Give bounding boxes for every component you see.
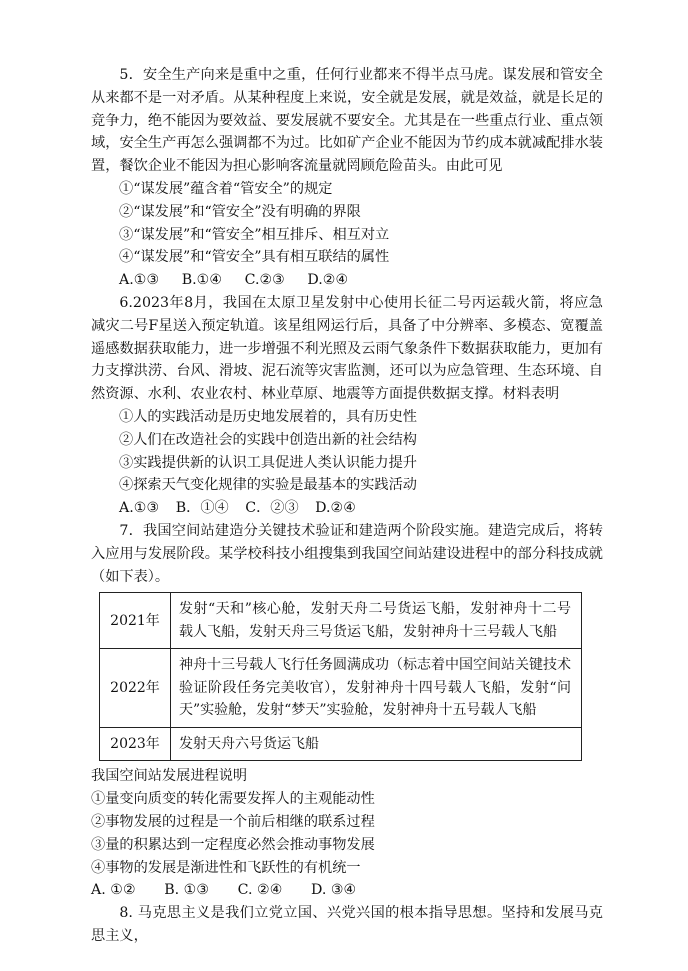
question-7-choice-c: C. ②④ xyxy=(237,882,283,899)
table-events-cell: 神舟十三号载人飞行任务圆满成功（标志着中国空间站关键技术验证阶段任务完美收官），发射神舟十四号载人飞船，发射“问天”实验舱，发射“梦天”实验舱，发射神舟十五号载人飞船 xyxy=(171,649,582,728)
question-7-choice-a: A. ①② xyxy=(91,882,136,899)
table-events-cell: 发射天舟六号货运飞船 xyxy=(171,727,582,761)
question-5-choice-b: B.①④ xyxy=(181,272,223,289)
table-year-cell: 2021年 xyxy=(100,593,171,649)
table-year-cell: 2023年 xyxy=(100,727,171,761)
question-7-option-2: ②事物发展的过程是一个前后相继的联系过程 xyxy=(91,813,375,830)
question-6-stem: 6.2023年8月，我国在太原卫星发射中心使用长征二号丙运载火箭，将应急减灾二号F星送入预定轨道。该星组网运行后，具备了中分辨率、多模态、宽覆盖遥感数据获取能力，进一步增强不利光照及云雨气象条件下数据获取能力，更加有力支撑洪涝、台风、滑坡、泥石流等灾害监测，还可以为应急管理、生态环境、自然资源、水利、农业农村、林业草原、地震等方面提供数据支撑。材料表明 xyxy=(91,294,603,403)
question-6-option-4: ④探索天气变化规律的实验是最基本的实践活动 xyxy=(119,477,417,494)
table-row xyxy=(100,593,582,649)
question-6-choice-b: B．①④ xyxy=(175,500,229,517)
question-6-choices xyxy=(91,497,603,520)
question-7-lead: 我国空间站发展进程说明 xyxy=(91,768,248,785)
question-5-choice-a: A.①③ xyxy=(119,272,160,289)
question-5-option-2: ②“谋发展”和“管安全”没有明确的界限 xyxy=(119,203,361,220)
question-7-choices xyxy=(91,879,603,902)
question-5-option-3: ③“谋发展”和“管安全”相互排斥、相互对立 xyxy=(119,226,390,243)
table-row xyxy=(100,649,582,728)
space-station-table xyxy=(99,592,582,761)
question-6-option-3: ③实践提供新的认识工具促进人类认识能力提升 xyxy=(119,454,417,471)
question-6-choice-d: D.②④ xyxy=(315,500,356,517)
question-5 xyxy=(91,64,603,292)
question-5-choice-d: D.②④ xyxy=(307,272,349,289)
table-events-cell: 发射“天和”核心舱，发射天舟二号货运飞船，发射神舟十二号载人飞船，发射天舟三号货运飞船，发射神舟十三号载人飞船 xyxy=(171,593,582,649)
question-5-choices xyxy=(91,269,603,292)
question-6-option-1: ①人的实践活动是历史地发展着的，具有历史性 xyxy=(119,408,417,425)
question-7-option-4: ④事物的发展是渐进性和飞跃性的有机统一 xyxy=(91,859,361,876)
exam-page xyxy=(91,64,603,948)
question-6 xyxy=(91,292,603,520)
question-7-option-1: ①量变向质变的转化需要发挥人的主观能动性 xyxy=(91,791,375,808)
question-8-stem: 8. 马克思主义是我们立党立国、兴党兴国的根本指导思想。坚持和发展马克思主义， xyxy=(91,905,603,944)
table-year-cell: 2022年 xyxy=(100,649,171,728)
question-7-option-3: ③量的积累达到一定程度必然会推动事物发展 xyxy=(91,836,375,853)
question-6-choice-c: C．②③ xyxy=(245,500,299,517)
question-6-option-2: ②人们在改造社会的实践中创造出新的社会结构 xyxy=(119,431,417,448)
question-7-choice-d: D. ③④ xyxy=(310,882,357,899)
question-5-option-4: ④“谋发展”和“管安全”具有相互联结的属性 xyxy=(119,249,390,266)
question-7 xyxy=(91,520,603,902)
question-5-option-1: ①“谋发展”蕴含着“管安全”的规定 xyxy=(119,180,333,197)
question-7-stem: 7．我国空间站建造分关键技术验证和建造两个阶段实施。建造完成后，将转入应用与发展阶段。某学校科技小组搜集到我国空间站建设进程中的部分科技成就（如下表）。 xyxy=(91,522,603,585)
question-6-choice-a: A.①③ xyxy=(119,500,160,517)
question-8 xyxy=(91,902,603,948)
question-7-choice-b: B. ①③ xyxy=(164,882,210,899)
question-5-choice-c: C.②③ xyxy=(244,272,285,289)
table-row xyxy=(100,727,582,761)
question-5-stem: 5．安全生产向来是重中之重，任何行业都来不得半点马虎。谋发展和管安全从来都不是一对矛盾。从某种程度上来说，安全就是发展，就是效益，就是长足的竞争力，绝不能因为要效益、要发展就不要安全。尤其是在一些重点行业、重点领域，安全生产再怎么强调都不为过。比如矿产企业不能因为节约成本就减配排水装置，餐饮企业不能因为担心影响客流量就罔顾危险苗头。由此可见 xyxy=(91,67,603,175)
